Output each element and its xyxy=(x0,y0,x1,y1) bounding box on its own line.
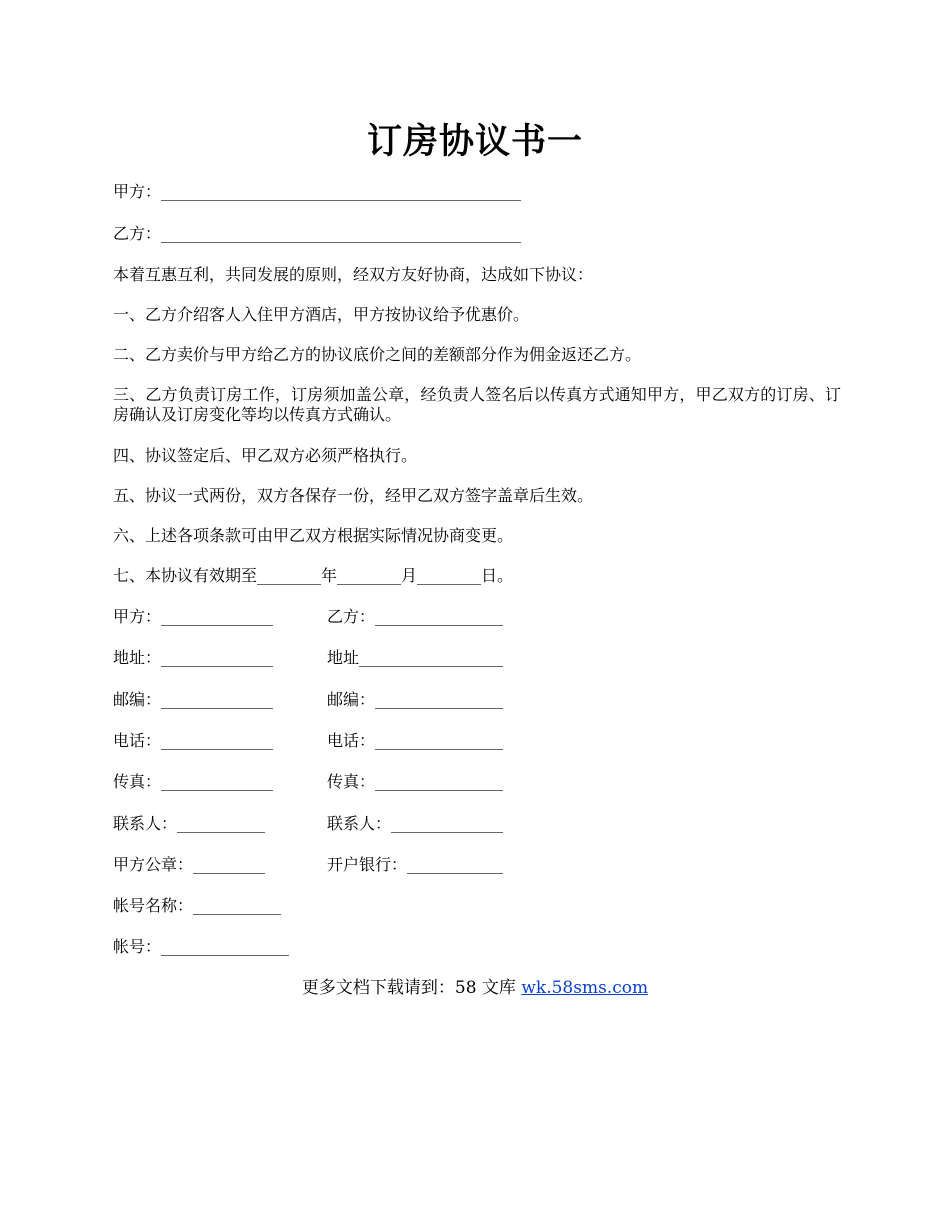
sign-account-name: 帐号名称：___________ xyxy=(113,896,282,915)
footer-link[interactable]: wk.58sms.com xyxy=(521,978,649,998)
clause-5: 五、协议一式两份，双方各保存一份，经甲乙双方签字盖章后生效。 xyxy=(113,486,594,505)
sign-phone-a: 电话：______________ xyxy=(113,731,274,750)
footer-text: 更多文档下载请到：58 文库 xyxy=(301,978,522,998)
sign-bank-b: 开户银行：____________ xyxy=(327,855,504,874)
clause-2: 二、乙方卖价与甲方给乙方的协议底价之间的差额部分作为佣金返还乙方。 xyxy=(113,345,642,364)
sign-contact-b: 联系人：______________ xyxy=(327,814,504,833)
sign-phone-b: 电话：________________ xyxy=(327,731,504,750)
sign-seal-a: 甲方公章：_________ xyxy=(113,855,266,874)
sign-address-b: 地址__________________ xyxy=(327,648,504,667)
sign-postcode-b: 邮编：________________ xyxy=(327,690,504,709)
sign-fax-a: 传真：______________ xyxy=(113,772,274,791)
intro-paragraph: 本着互惠互利，共同发展的原则，经双方友好协商，达成如下协议： xyxy=(113,265,594,284)
clause-7: 七、本协议有效期至________年________月________日。 xyxy=(113,566,514,585)
sign-party-b: 乙方：________________ xyxy=(327,607,504,626)
clause-6: 六、上述各项条款可由甲乙双方根据实际情况协商变更。 xyxy=(113,526,514,545)
clause-3: 三、乙方负责订房工作，订房须加盖公章，经负责人签名后以传真方式通知甲方，甲乙双方的订房、订房确认及订房变化等均以传真方式确认。 xyxy=(113,385,841,424)
sign-fax-b: 传真：________________ xyxy=(327,772,504,791)
party-a-line: 甲方：_____________________________________________ xyxy=(113,182,522,201)
party-b-line: 乙方：_____________________________________________ xyxy=(113,224,522,243)
clause-1: 一、乙方介绍客人入住甲方酒店，甲方按协议给予优惠价。 xyxy=(113,305,530,324)
sign-account-number: 帐号：________________ xyxy=(113,937,290,956)
sign-address-a: 地址：______________ xyxy=(113,648,274,667)
sign-contact-a: 联系人：___________ xyxy=(113,814,266,833)
footer xyxy=(0,978,950,998)
sign-postcode-a: 邮编：______________ xyxy=(113,690,274,709)
clause-4: 四、协议签定后、甲乙双方必须严格执行。 xyxy=(113,446,418,465)
document-title: 订房协议书一 xyxy=(366,121,583,162)
sign-party-a: 甲方：______________ xyxy=(113,607,274,626)
